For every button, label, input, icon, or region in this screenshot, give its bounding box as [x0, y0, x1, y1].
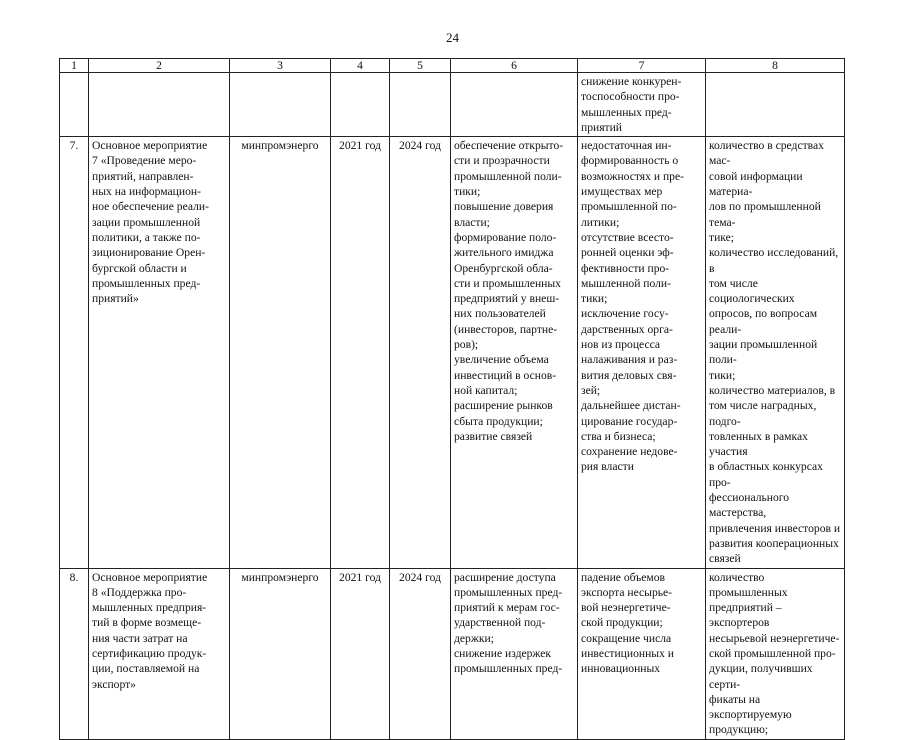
header-cell: 3	[230, 59, 331, 73]
header-cell: 1	[60, 59, 89, 73]
measure-name-cell: Основное мероприятие 7 «Проведение меро- приятий, направлен- ных на информацион- ное обеспечение реали- зации промышленной политики, а также по- зиционирование Орен- бургской области и промышленных пред- приятий»	[89, 137, 230, 568]
indicators-cell: количество промышленных предприятий – экспортеров несырьевой неэнергетиче- ской промышленной про- дукции, получивших серти- фикаты на экспортируемую продукцию;	[706, 568, 845, 739]
table-row-8	[60, 568, 845, 739]
start-year-cell: 2021 год	[331, 137, 390, 568]
consequences-cell: снижение конкурен- тоспособности про- мышленных пред- приятий	[578, 73, 706, 137]
executor-cell	[230, 73, 331, 137]
executor-cell: минпромэнерго	[230, 568, 331, 739]
header-cell: 2	[89, 59, 230, 73]
row-number-cell	[60, 73, 89, 137]
table-row-7	[60, 137, 845, 568]
end-year-cell	[390, 73, 451, 137]
expected-result-cell: расширение доступа промышленных пред- приятий к мерам гос- ударственной под- держки; снижение издержек промышленных пред-	[451, 568, 578, 739]
header-cell: 8	[706, 59, 845, 73]
measure-name-cell	[89, 73, 230, 137]
expected-result-cell: обеспечение открыто- сти и прозрачности промышленной поли- тики; повышение доверия власти; формирование поло- жительного имиджа Оренбургской обла- сти и промышленных предприятий у внеш- них пользователей (инвесторов, партне- ров); увеличение объема инвестиций в основ- ной капитал; расширение рынков сбыта продукции; развитие связей	[451, 137, 578, 568]
header-cell: 7	[578, 59, 706, 73]
row-number-cell: 8.	[60, 568, 89, 739]
measures-table	[59, 58, 845, 740]
header-cell: 6	[451, 59, 578, 73]
start-year-cell	[331, 73, 390, 137]
consequences-cell: недостаточная ин- формированность о возможностях и пре- имуществах мер промышленной по- литики; отсутствие всесто- ронней оценки эф- фективности про- мышленной поли- тики; исключение госу- дарственных орга- нов из процесса налаживания и раз- вития деловых свя- зей; дальнейшее дистан- цирование государ- ства и бизнеса; сохранение недове- рия власти	[578, 137, 706, 568]
indicators-cell: количество в средствах мас- совой информации материа- лов по промышленной тема- тике; количество исследований, в том числе социологических опросов, по вопросам реали- зации промышленной поли- тики; количество материалов, в том числе наградных, подго- товленных в рамках участия в областных конкурсах про- фессионального мастерства, привлечения инвесторов и развития кооперационных связей	[706, 137, 845, 568]
indicators-cell	[706, 73, 845, 137]
table-header-row	[60, 59, 845, 73]
row-number-cell: 7.	[60, 137, 89, 568]
measure-name-cell: Основное мероприятие 8 «Поддержка про- мышленных предприя- тий в форме возмеще- ния части затрат на сертификацию продук- ции, поставляемой на экспорт»	[89, 568, 230, 739]
table-row-continuation	[60, 73, 845, 137]
executor-cell: минпромэнерго	[230, 137, 331, 568]
header-cell: 5	[390, 59, 451, 73]
header-cell: 4	[331, 59, 390, 73]
page-number: 24	[446, 30, 459, 45]
consequences-cell: падение объемов экспорта несырье- вой неэнергетиче- ской продукции; сокращение числа инвестиционных и инновационных	[578, 568, 706, 739]
end-year-cell: 2024 год	[390, 568, 451, 739]
end-year-cell: 2024 год	[390, 137, 451, 568]
expected-result-cell	[451, 73, 578, 137]
start-year-cell: 2021 год	[331, 568, 390, 739]
